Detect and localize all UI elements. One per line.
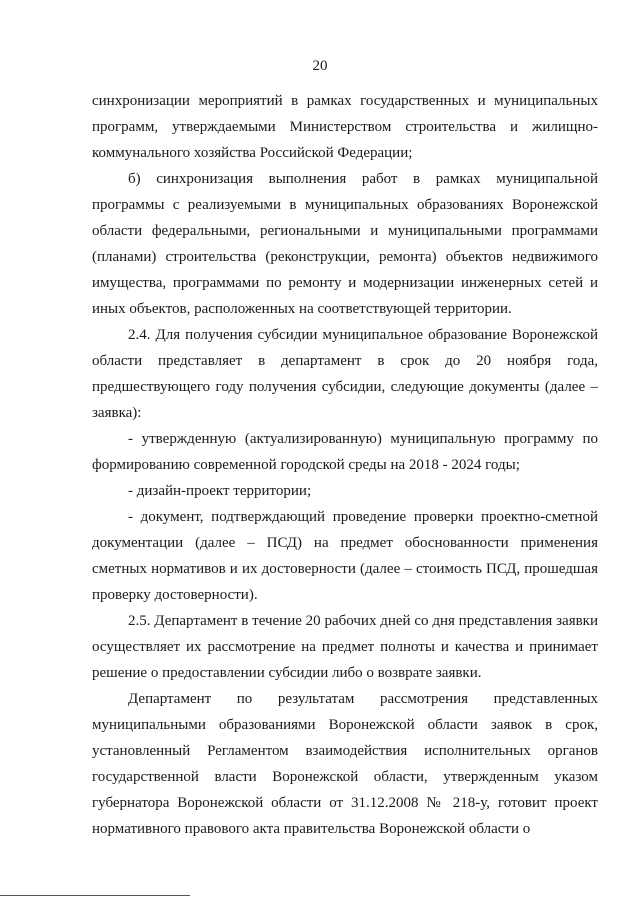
page-number: 20 [312, 58, 328, 74]
paragraph-2-4: 2.4. Для получения субсидии муниципальное образование Воронежской области представляет в департамент в срок до 20 ноября года, предшествующего году получения субсидии, следующие документы (далее – заявка): [92, 327, 598, 421]
footnote-rule [0, 895, 190, 896]
document-body [92, 88, 598, 842]
list-item-program: - утвержденную (актуализированную) муниципальную программу по формированию современной городской среды на 2018 - 2024 годы; [92, 431, 598, 473]
list-item-design-project: - дизайн-проект территории; [128, 483, 312, 499]
paragraph-department: Департамент по результатам рассмотрения представленных муниципальными образованиями Воронежской области заявок в срок, установленный Регламентом взаимодействия исполнительных органов государственной власти Воронежской области, утвержденным указом губернатора Воронежской области от 31.12.2008 № 218-у, готовит проект нормативного правового акта правительства Воронежской области о [92, 691, 598, 837]
paragraph-2-5: 2.5. Департамент в течение 20 рабочих дней со дня представления заявки осуществляет их рассмотрение на предмет полноты и качества и принимает решение о предоставлении субсидии либо о возврате заявки. [92, 613, 598, 681]
list-item-psd-document: - документ, подтверждающий проведение проверки проектно-сметной документации (далее – ПСД) на предмет обоснованности применения сметных нормативов и их достоверности (далее – стоимость ПСД, прошедшая проверку достоверности). [92, 509, 598, 603]
paragraph-continuation: синхронизации мероприятий в рамках государственных и муниципальных программ, утверждаемыми Министерством строительства и жилищно-коммунального хозяйства Российской Федерации; [92, 93, 598, 161]
paragraph-item-b: б) синхронизация выполнения работ в рамках муниципальной программы с реализуемыми в муниципальных образованиях Воронежской области федеральными, региональными и муниципальными программами (планами) строительства (реконструкции, ремонта) объектов недвижимого имущества, программами по ремонту и модернизации инженерных сетей и иных объектов, расположенных на соответствующей территории. [92, 171, 598, 317]
